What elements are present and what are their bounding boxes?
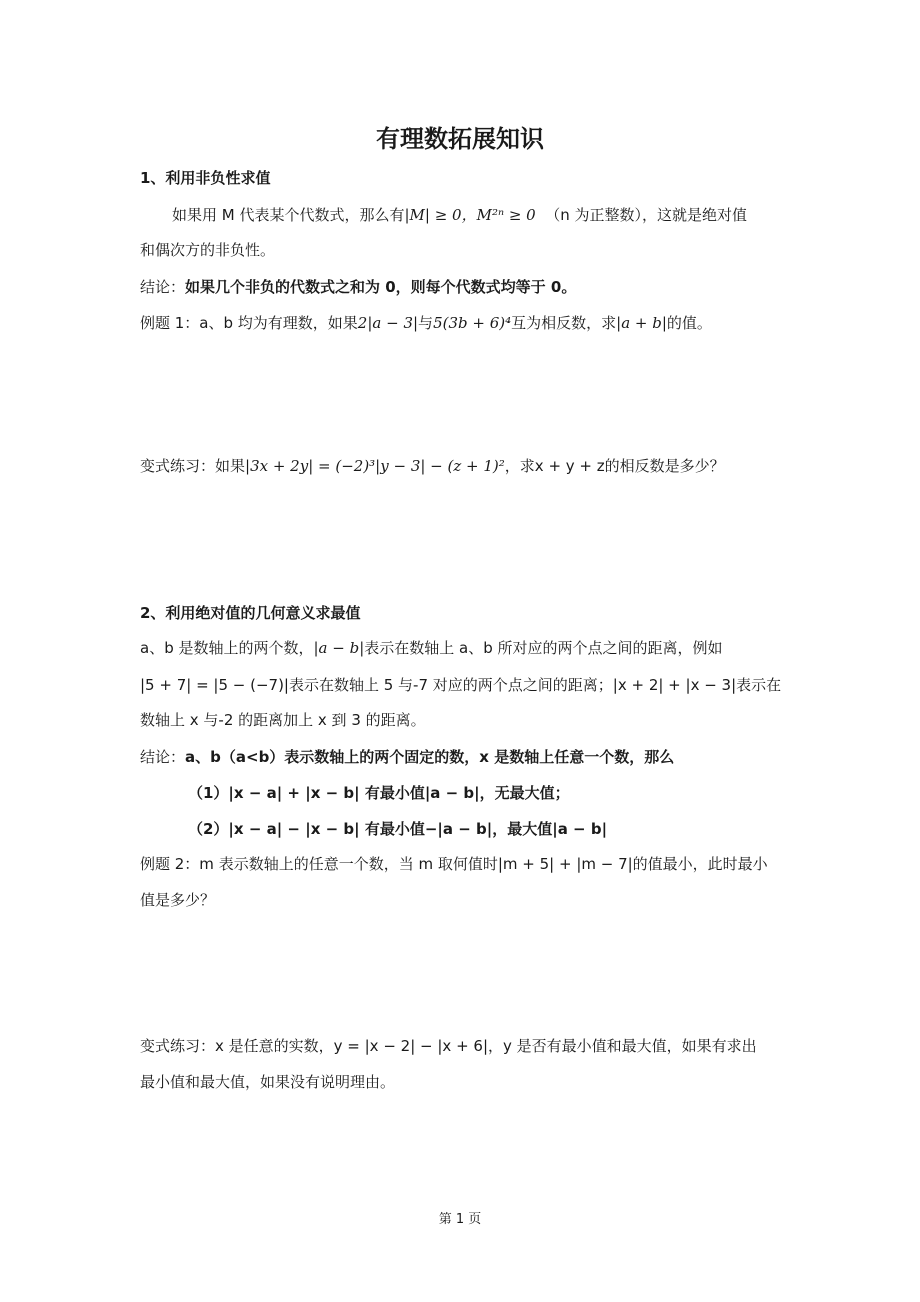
s1-conclusion: 结论：如果几个非负的代数式之和为 0，则每个代数式均等于 0。 xyxy=(140,278,577,296)
variant-exercise-2-line2: 最小值和最大值，如果没有说明理由。 xyxy=(140,1073,396,1091)
variant-exercise-2-line1: 变式练习：x 是任意的实数，y = |x − 2| − |x + 6|，y 是否有最小值和最大值，如果有求出 xyxy=(140,1037,757,1055)
example-1: 例题 1：a、b 均为有理数，如果2|a − 3|与5(3b + 6)⁴互为相反数，求|a + b|的值。 xyxy=(140,314,712,332)
section-1-heading: 1、利用非负性求值 xyxy=(140,169,271,187)
s1-paragraph-line2: 和偶次方的非负性。 xyxy=(140,241,276,259)
page-number: 第 1 页 xyxy=(438,1212,482,1227)
s2-conclusion: 结论：a、b（a<b）表示数轴上的两个固定的数，x 是数轴上任意一个数，那么 xyxy=(140,748,675,766)
conclusion-item-1: （1）|x − a| + |x − b| 有最小值|a − b|，无最大值； xyxy=(188,784,570,802)
page-title: 有理数拓展知识 xyxy=(376,125,544,153)
s2-paragraph-line3: 数轴上 x 与-2 的距离加上 x 到 3 的距离。 xyxy=(140,711,426,729)
example-2-line1: 例题 2：m 表示数轴上的任意一个数，当 m 取何值时|m + 5| + |m − 7|的值最小，此时最小 xyxy=(140,855,768,873)
s2-paragraph-line2: |5 + 7| = |5 − (−7)|表示在数轴上 5 与-7 对应的两个点之间的距离；|x + 2| + |x − 3|表示在 xyxy=(140,676,782,694)
example-2-line2: 值是多少？ xyxy=(140,891,216,909)
variant-exercise-1: 变式练习：如果|3x + 2y| = (−2)³|y − 3| − (z + 1)²，求x + y + z的相反数是多少？ xyxy=(140,457,725,475)
conclusion-item-2: （2）|x − a| − |x − b| 有最小值−|a − b|，最大值|a − b| xyxy=(188,820,608,838)
s2-paragraph-line1: a、b 是数轴上的两个数，|a − b|表示在数轴上 a、b 所对应的两个点之间的距离，例如 xyxy=(140,639,723,657)
section-2-heading: 2、利用绝对值的几何意义求最值 xyxy=(140,604,361,622)
s1-paragraph-line1: 如果用 M 代表某个代数式，那么有|M| ≥ 0，M²ⁿ ≥ 0 （n 为正整数），这就是绝对值 xyxy=(172,206,748,224)
